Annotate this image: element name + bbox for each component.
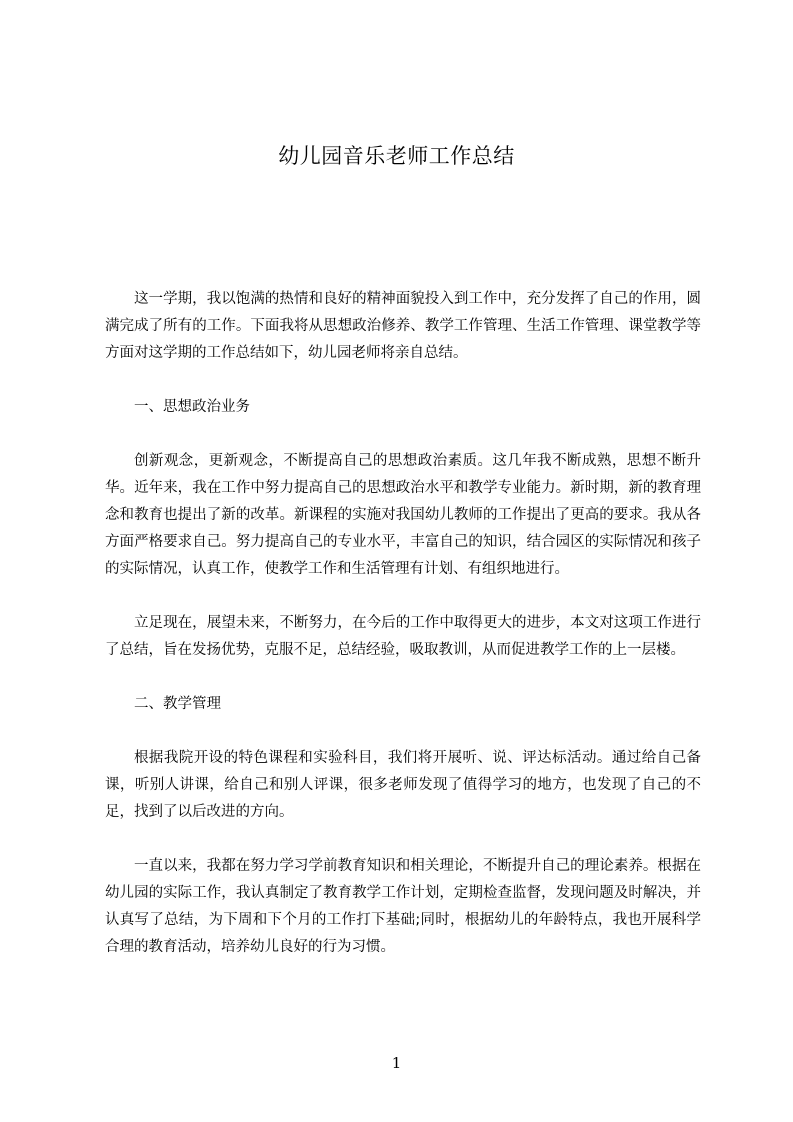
section-heading-political: 一、思想政治业务: [134, 399, 250, 415]
intro-paragraph: 这一学期，我以饱满的热情和良好的精神面貌投入到工作中，充分发挥了自己的作用，圆满完成了所有的工作。下面我将从思想政治修养、教学工作管理、生活工作管理、课堂教学等方面对这学期的工作总结如下，幼儿园老师将亲自总结。: [105, 291, 701, 361]
body-paragraph: 创新观念，更新观念，不断提高自己的思想政治素质。这几年我不断成熟，思想不断升华。近年来，我在工作中努力提高自己的思想政治水平和教学专业能力。新时期，新的教育理念和教育也提出了新的改革。新课程的实施对我国幼儿教师的工作提出了更高的要求。我从各方面严格要求自己。努力提高自己的专业水平，丰富自己的知识，结合园区的实际情况和孩子的实际情况，认真工作，使教学工作和生活管理有计划、有组织地进行。: [105, 453, 701, 577]
section-heading-teaching: 二、教学管理: [134, 696, 221, 712]
body-paragraph: 一直以来，我都在努力学习学前教育知识和相关理论，不断提升自己的理论素养。根据在幼儿园的实际工作，我认真制定了教育教学工作计划，定期检查监督，发现问题及时解决，并认真写了总结，为下周和下个月的工作打下基础;同时，根据幼儿的年龄特点，我也开展科学合理的教育活动，培养幼儿良好的行为习惯。: [105, 858, 701, 955]
body-paragraph: 立足现在，展望未来，不断努力，在今后的工作中取得更大的进步，本文对这项工作进行了总结，旨在发扬优势，克服不足，总结经验，吸取教训，从而促进教学工作的上一层楼。: [105, 615, 701, 658]
document-body: [105, 286, 701, 988]
page-number: 1: [391, 1054, 402, 1072]
body-paragraph: 根据我院开设的特色课程和实验科目，我们将开展听、说、评达标活动。通过给自己备课，听别人讲课，给自己和别人评课，很多老师发现了值得学习的地方，也发现了自己的不足，找到了以后改进的方向。: [105, 750, 701, 820]
document-title: 幼儿园音乐老师工作总结: [278, 144, 515, 168]
